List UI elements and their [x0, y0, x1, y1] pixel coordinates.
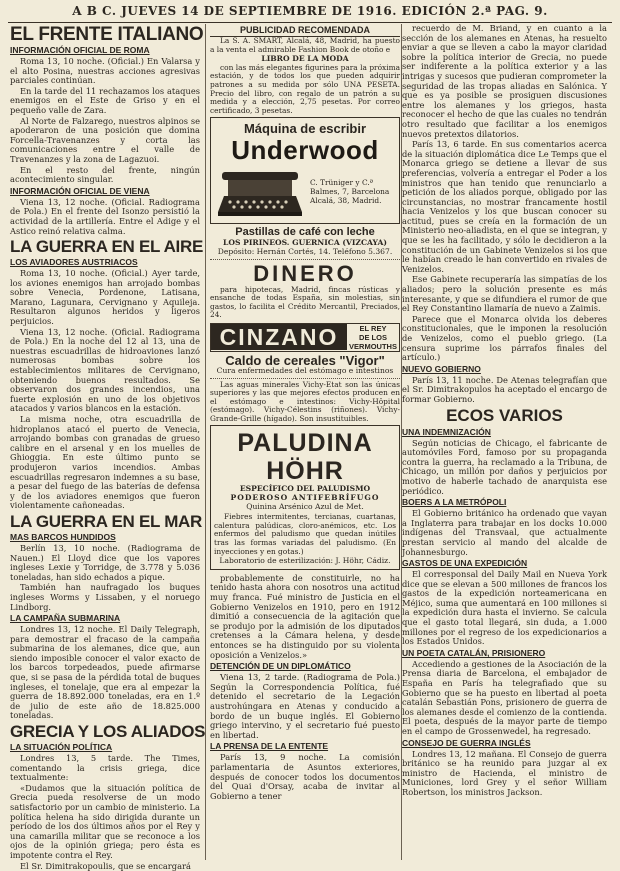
paragraph: Viena 13, 12 noche. (Oficial. Radiograma de Pola.) En el frente del Isonzo persistió la actividad de la artillería. Entre el Adige y el Astico reinó relativa calma. [10, 196, 200, 236]
ad-pastillas-deposit: Depósito: Hernán Cortés, 14. Teléfono 5.367. [217, 246, 393, 256]
underwood-brand: Underwood [231, 135, 379, 166]
subhead-aviadores: LOS AVIADORES AUSTRIACOS [10, 257, 138, 268]
underwood-tagline: Máquina de escribir [243, 121, 367, 137]
subhead-nuevo-gobierno: NUEVO GOBIERNO [402, 363, 481, 374]
column-right [402, 24, 607, 860]
headline-ecos: ECOS VARIOS [446, 405, 563, 425]
subhead-oficial-viena: INFORMACIÓN OFICIAL DE VIENA [10, 185, 150, 196]
subhead-indemnizacion: UNA INDEMNIZACIÓN [402, 426, 491, 437]
ad-pastillas-maker: LOS PIRINEOS. GUERNICA (VIZCAYA) [223, 238, 387, 248]
subhead-hundidos: MAS BARCOS HUNDIDOS [10, 531, 116, 542]
paragraph: París 13, 11 noche. De Atenas telegrafían que el Sr. Dimitrakopulos ha aceptado el encargo de formar Gobierno. [402, 374, 607, 404]
ad-underwood [210, 117, 400, 224]
headline-mar: LA GUERRA EN EL MAR [10, 511, 203, 531]
paragraph: París 13, 9 noche. La comisión parlamentaria de Asuntos exteriores, después de conocer todos los documentos del Quai d'Orsay, acaba de invitar al Gobierno a tener [210, 752, 400, 801]
paragraph: El corresponsal del Daily Mail en Nueva York dice que se elevan a 500 millones de francos los gastos de la expedición norteamericana en Méjico, suma que aumentará en 100 millones si la expedición dura hasta el invierno. Se calcula que el gasto total llegará, sin duda, a 1.000 millones por el regreso de los expedicionarios a los Estados Unidos. [402, 569, 607, 647]
typewriter-icon [214, 166, 306, 218]
headline-frente: EL FRENTE ITALIANO [10, 24, 204, 45]
ad-moda-title: LIBRO DE LA MODA [261, 54, 349, 64]
paragraph: Roma 13, 10 noche. (Oficial.) Ayer tarde, los aviones enemigos han arrojado bombas sobre Venecia, Pordenone, Latisana, Marano, Lagunara, Cervignano y Aquileja. Resultaron algunos heridos y ligeros perjuicios. [10, 268, 200, 327]
ad-cinzano [210, 323, 400, 352]
cinzano-slogan: VERMOUTHS [349, 341, 397, 351]
subhead-oficial-roma: INFORMACIÓN OFICIAL DE ROMA [10, 45, 150, 55]
paragraph: En la tarde del 11 rechazamos los ataques enemigos en el Este de Griso y en el pequeño valle de Zara. [10, 85, 200, 115]
paragraph: Al Norte de Falzarego, nuestros alpinos se apoderaron de una posición que domina Forcella-Travenanzes y corta las comunicaciones entre el valle de Travenanzes y la zona de Lagazuoi. [10, 115, 200, 164]
paragraph: Berlín 13, 10 noche. (Radiograma de Nauen.) El Lloyd dice que los vapores ingleses Lexie y Torridge, de 3.778 y 5.036 toneladas, han sido echados a pique. [10, 542, 200, 582]
subhead-boers: BOERS A LA METRÓPOLI [402, 497, 507, 508]
ad-paludina [210, 425, 400, 569]
paragraph: Viena 13, 2 tarde. (Radiograma de Pola.) Según la Correspondencia Política, fué detenido el secretario de la Legación austrohúngara en Atenas y conducido a bordo de un buque inglés. El Gobierno griego intervino, y el secretario fué puesto en libertad. [210, 672, 400, 740]
subhead-detencion: DETENCIÓN DE UN DIPLOMÁTICO [210, 661, 351, 672]
ad-vigor-title: Caldo de cereales "Vigor" [225, 352, 385, 368]
paragraph: El Gobierno británico ha ordenado que vayan a Inglaterra para trabajar en los docks 10.000 indígenas del Transvaal, que actualmente prestan servicio al mando del alcalde de Johannesburgo. [402, 508, 607, 557]
ad-pastillas-title: Pastillas de café con leche [235, 226, 375, 239]
cinzano-slogan: DE LOS [359, 332, 387, 342]
paragraph: Londres 13, 12 noche. El Daily Telegraph, para demostrar el fracaso de la campaña submarina de los alemanes, dice que, aun siendo imposible conocer el valor exacto de los barcos torpedeados, puede afirmarse que, si se pasa de la pérdida total de buques ingleses, el tonelaje, que era al empezar la guerra de 18.892.000 toneladas, era en 1.º de julio de este año de 18.825.000 toneladas. [10, 624, 200, 721]
paragraph: En el resto del frente, ningún acontecimiento singular. [10, 164, 200, 185]
paragraph: También han naufragado los buques ingleses Worms y Lissaben, y el noruego Lindborg. [10, 582, 200, 612]
paragraph: Viena 13, 12 noche. (Oficial. Radiograma de Pola.) En la noche del 12 al 13, una de nuestras escuadrillas de hidroaviones lanzó numerosas bombas sobre los establecimientos militares de Cervignano, obteniendo buenos resultados. Se observaron dos grandes incendios, una fuerte explosión en uno de los objetivos atacados y varios blancos en la estación. [10, 326, 200, 414]
headline-grecia: GRECIA Y LOS ALIADOS [10, 722, 206, 742]
underwood-address: Alcalá, 38, Madrid. [310, 195, 382, 205]
column-left [10, 24, 206, 871]
paragraph: «Dudamos que la situación política de Grecia pueda resolverse de un modo satisfactorio por un cambio de ministerio. La política helena ha sido dirigida durante un período de los dos últimos años por el Rey y una camarilla militar que se reconoce a los ojos de la opinión griega; pero ésta es impotente contra el Rey. [10, 782, 200, 860]
paragraph: Roma 13, 10 noche. (Oficial.) En Valarsa y el alto Posina, nuestras acciones agresivas parciales continúan. [10, 56, 200, 86]
subhead-prensa: LA PRENSA DE LA ENTENTE [210, 741, 329, 752]
page-header [0, 0, 620, 22]
subhead-consejo: CONSEJO DE GUERRA INGLÉS [402, 737, 531, 748]
paragraph: recuerdo de M. Briand, y en cuanto a la sección de los alemanes en Atenas, ha resuelto enviar a que se lleven a cabo la mayor claridad sobre la política interior de Grecia, no puede ser indiferente a la política exterior y a las intrigas y sucesos que pudieran comprometer la seguridad de las tropas aliadas en Salónica. Y que es ya posible se prosiguen discusiones entre los alemanes y los griegos, hasta reconocer el hecho de que las cuales no tendrán otro resultado que facilitar a los enemigos nuevos pretextos dilatorios. [402, 23, 607, 139]
ad-moda-text: con las más elegantes figurines para la próxima estación, y de todos los que pueden adquirir patrones a su medida por sólo UNA PESETA. Precio del libro, con regalo de un patrón a su medida y a elección, 2,75 pesetas. Por correo certificado, 3 pesetas. [210, 62, 400, 115]
paragraph: Ese Gabinete recuperaría las simpatías de los aliados; pero la solución presente es más interesante, y que se difundiera el rumor de que el Rey Constantino llamaría de nuevo a Zaimis. [402, 274, 607, 314]
column-middle [210, 24, 400, 860]
subhead-situacion: LA SITUACIÓN POLÍTICA [10, 742, 113, 753]
underwood-address: C. Trüniger y C.ª [310, 178, 374, 188]
publicidad-title: PUBLICIDAD RECOMENDADA [210, 24, 400, 37]
paludina-lab: Laboratorio de esterilización: J. Höhr, Cádiz. [219, 556, 391, 566]
cinzano-slogan: EL REY [359, 323, 387, 333]
ad-dinero-text: para hipotecas, Madrid, fincas rústicas y ensanche de todas España, sin molestias, sin gastos, lo facilita el Crédito Mercantil, Preciados, 24. [210, 284, 400, 320]
paludina-subtitle: ESPECÍFICO DEL PALUDISMO [239, 484, 371, 494]
ad-vigor-text: Cura enfermedades del estómago e intestinos [216, 365, 394, 375]
page-header-text: A B C. JUEVES 14 DE SEPTIEMBRE DE 1916. EDICIÓN 2.ª PAG. 9. [72, 4, 548, 18]
paludina-subtitle: PODEROSO ANTIFEBRÍFUGO [230, 493, 380, 503]
paludina-brand: PALUDINA HÖHR [237, 429, 373, 486]
paragraph: Parece que el Monarca olvida los deberes constitucionales, que le imponen la resolución de Venizelos, como el pueblo griego. (La censura suprime los párrafos finales del artículo.) [402, 313, 607, 363]
subhead-campana: LA CAMPAÑA SUBMARINA [10, 613, 121, 624]
paragraph: Accediendo a gestiones de la Asociación de la Prensa diaria de Barcelona, el embajador de España en París ha telegrafiado que su Gobierno que se ha puesto en libertad al poeta catalán Sebastián Pons, prisionero de guerra de los alemanes desde el comienzo de la contienda. El poeta, después de la mayor parte de tiempo en el campo de Grossenwedel, ha regresado. [402, 658, 607, 736]
paragraph: El Sr. Dimitrakopoulis, que se encargará [20, 860, 191, 871]
paragraph: La misma noche, otra escuadrilla de hidroplanos atacó el puerto de Venecia, arrojando bombas con granadas de grueso calibre en el arsenal y en los muelles de Ghioggia. En este último punto se produjeron varios incendios. Ambas escuadrillas regresaron indemnes a su base, a pesar del fuego de las baterías de defensa y de los aviadores enemigos que fueron violentamente cañoneadas. [10, 414, 200, 511]
ad-moda-text: La S. A. SMART, Alcalá, 48, Madrid, ha puesto a la venta el admirable Fashion Book de otoño e [210, 36, 400, 54]
ad-dinero-title: DINERO [253, 260, 357, 286]
paragraph: Londres 13, 5 tarde. The Times, comentando la crisis griega, dice textualmente: [10, 753, 200, 783]
subhead-gastos: GASTOS DE UNA EXPEDICIÓN [402, 558, 528, 569]
paludina-text: Fiebres intermitentes, tercianas, cuartanas, calentura palúdicas, cloro-anémicos, etc. Los enfermos del paludismo que quedan inútiles tras las formas variadas del paludismo. (En inyecciones y en gotas.) [214, 512, 396, 556]
column-divider-1 [205, 24, 206, 860]
ad-vichy-text: Las aguas minerales Vichy-Etat son las únicas superiores y las que mejores efectos producen en el estómago e intestinos: Vichy-Hôpital (estómago). Vichy-Célestins (riñones). Vichy-Grande-Grille (hígado). Son insustituibles. [210, 379, 400, 423]
paragraph: Londres 13, 12 mañana. El Consejo de guerra británico se ha reunido para juzgar al ex ministro de Hacienda, el ministro de Municiones, lord Grey y el señor William Robertson, los ministros Jackson. [402, 748, 607, 797]
paragraph: París 13, 6 tarde. En sus comentarios acerca de la situación diplomática dice Le Temps que el Monarca griego se detiene a llevar de sus preferencias, volvería a entregar el Poder a los ministros que han tenido que renunciarlo a petición de los aliados porque, obligado por las circunstancias, no mostrar francamente hostil hacia Venizelos y los que buscan conocer su actitud, pues se creía en la formación de un Ministerio neo-aliadista, en el que se integran, y que se les ha facilitado, y sólo le decidieron a la constitución de un Gabinete Venizelos si los que le habían creado le han convertido en rivales de Venizelos. [402, 139, 607, 274]
cinzano-brand: CINZANO [211, 324, 347, 350]
divider [210, 259, 400, 260]
paragraph: Según noticias de Chicago, el fabricante de automóviles Ford, famoso por su propaganda contra la guerra, ha reclamado a la Tribuna, de Chicago, un millón por daños y perjuicios por motivo de haberle tachado de anarquista ese periódico. [402, 437, 607, 496]
subhead-poeta: UN POETA CATALÁN, PRISIONERO [402, 647, 546, 658]
divider [210, 378, 400, 379]
underwood-address: Balmes, 7, Barcelona [310, 186, 390, 196]
paludina-subtitle: Quinina Arsénico Azul de Met. [246, 501, 364, 511]
paragraph: probablemente de constituirle, no ha tenido hasta ahora con nosotros una actitud muy franca. Fué ministro de Justicia en el Gobierno Venizelos en 1910, pero en 1912 dimitió a consecuencia de la agitación que se produjo por la admisión de los diputados cretenses a la Cámara helena, y desde entonces se ha distinguido por su violenta oposición a Venizelos.» [210, 572, 400, 660]
headline-aire: LA GUERRA EN EL AIRE [10, 237, 203, 257]
